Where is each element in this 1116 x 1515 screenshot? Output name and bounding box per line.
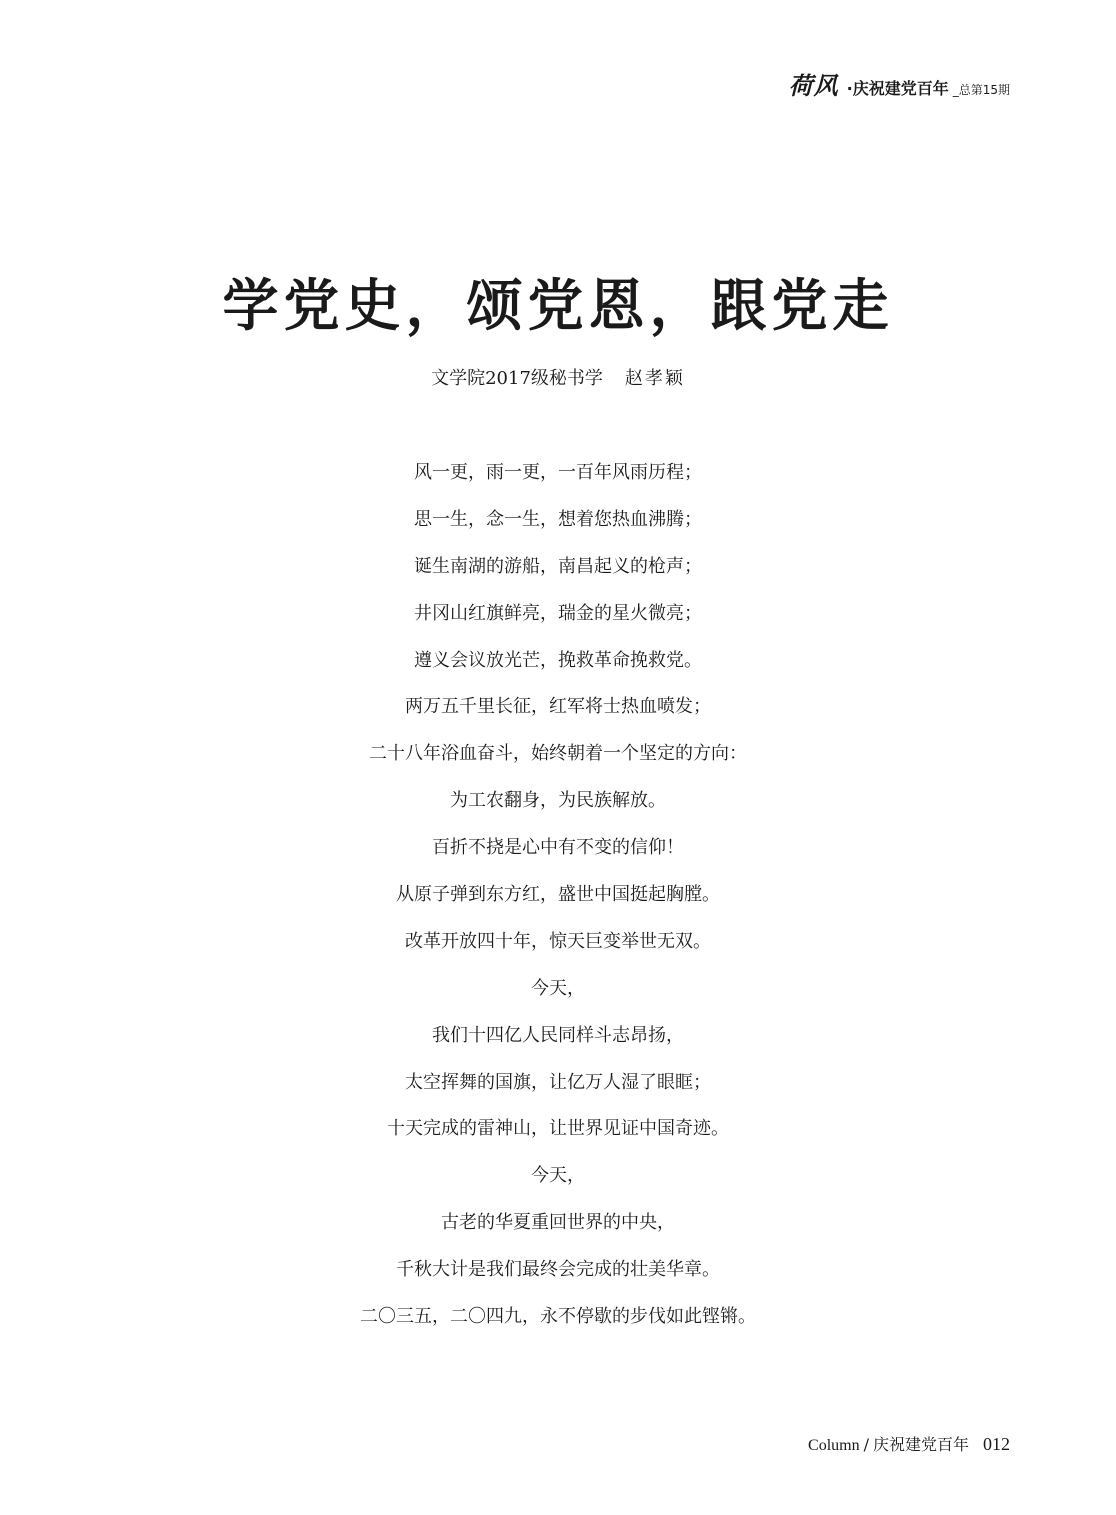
poem-line: 百折不挠是心中有不变的信仰！ — [432, 837, 684, 859]
poem-line: 改革开放四十年，惊天巨变举世无双。 — [405, 930, 711, 952]
page-number: 012 — [983, 1434, 1010, 1454]
poem-line: 风一更，雨一更，一百年风雨历程； — [414, 462, 702, 483]
poem-line: 二〇三五，二〇四九，永不停歇的步伐如此铿锵。 — [360, 1306, 756, 1328]
poem-line: 思一生，念一生，想着您热血沸腾； — [414, 508, 702, 530]
poem-line: 太空挥舞的国旗，让亿万人湿了眼眶； — [405, 1071, 711, 1093]
byline — [0, 364, 1116, 390]
poem-line: 古老的华夏重回世界的中央， — [441, 1212, 675, 1234]
poem-line: 千秋大计是我们最终会完成的壮美华章。 — [396, 1259, 720, 1281]
poem-line: 二十八年浴血奋斗，始终朝着一个坚定的方向： — [369, 743, 747, 765]
author-name: 赵孝颖 — [624, 368, 685, 389]
running-header — [789, 66, 1010, 101]
poem-line: 两万五千里长征，红军将士热血喷发； — [405, 696, 711, 718]
header-section-title: ·庆祝建党百年 — [846, 79, 949, 98]
poem-line: 十天完成的雷神山，让世界见证中国奇迹。 — [387, 1118, 729, 1140]
poem-line: 井冈山红旗鲜亮，瑞金的星火微亮； — [414, 602, 702, 624]
poem-line: 我们十四亿人民同样斗志昂扬， — [432, 1024, 684, 1046]
footer-column-label: Column — [808, 1437, 860, 1454]
footer-separator: / — [863, 1435, 869, 1454]
author-affiliation: 文学院2017级秘书学 — [431, 368, 603, 389]
footer-section-title: 庆祝建党百年 — [872, 1435, 969, 1454]
header-issue-number: _总第15期 — [952, 83, 1010, 97]
poem-body — [0, 450, 1116, 1341]
page-title: 学党史，颂党恩，跟党走 — [222, 273, 894, 339]
page-footer — [808, 1432, 1010, 1455]
poem-line: 为工农翻身，为民族解放。 — [450, 790, 666, 812]
poem-line: 从原子弹到东方红，盛世中国挺起胸膛。 — [396, 884, 720, 906]
magazine-logo: 荷风 — [788, 71, 839, 100]
poem-line: 今天， — [531, 977, 585, 999]
poem-line: 诞生南湖的游船，南昌起义的枪声； — [414, 555, 702, 577]
poem-line: 今天， — [531, 1165, 585, 1187]
poem-line: 遵义会议放光芒，挽救革命挽救党。 — [414, 649, 702, 671]
